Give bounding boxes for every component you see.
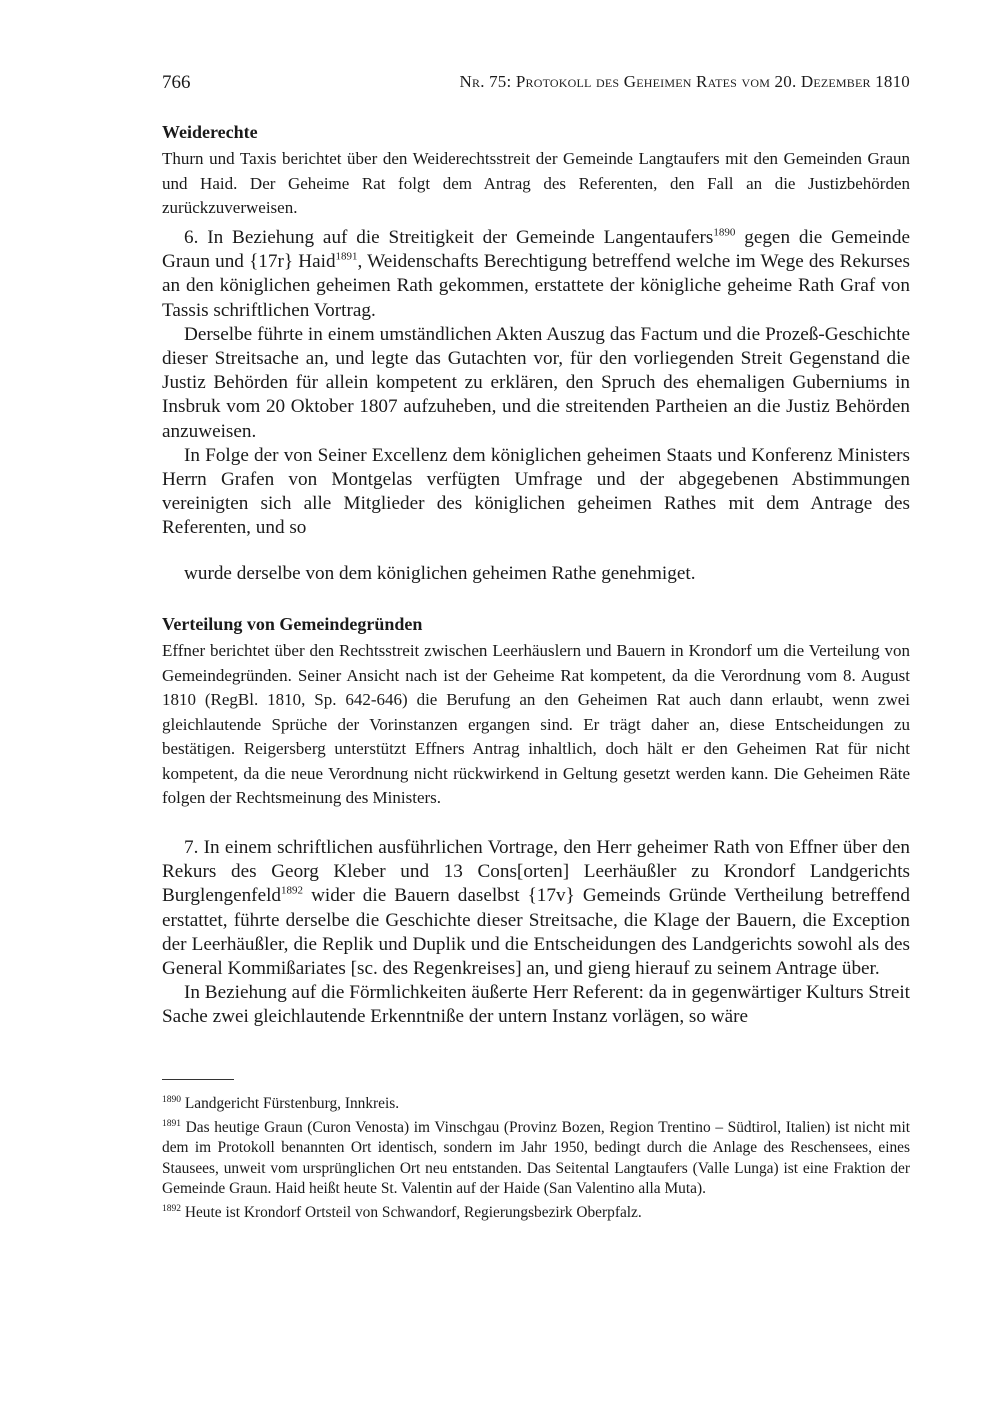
- footnote-ref: 1890: [713, 226, 736, 239]
- text-run: gegen die Gemeinde Graun und {17r} Haid: [162, 227, 910, 273]
- footnote-number: 1892: [162, 1203, 181, 1214]
- paragraph: Derselbe führte in einem umständlichen Akten Auszug das Factum und die Prozeß-Geschichte dieser Streitsache an, und legte das Gutachten vor, für den vorliegenden Streit Gegenstand die Justiz Behörden für allein kompetent zu erklären, den Spruch des ehemaligen Guberniums in Insbruk vom 20 Oktober 1807 aufzuheben, und die streitenden Partheien an die Justiz Behörden anzuweisen.: [162, 323, 910, 442]
- text-run: , Weidenschafts Berechtigung betreffend welche im Wege des Rekurses an den königlichen geheimen Rath gekommen, erstattete der königliche geheime Rath Graf von Tassis schriftlichen Vortrag.: [162, 251, 910, 321]
- page-number: 766: [162, 72, 191, 93]
- section-body: [162, 226, 910, 541]
- footnote: [162, 1094, 910, 1114]
- footnote-text: Landgericht Fürstenburg, Innkreis.: [181, 1095, 400, 1112]
- section-summary: Effner berichtet über den Rechtsstreit zwischen Leerhäuslern und Bauern in Krondorf um die Verteilung von Gemeindegründen. Seiner Ansicht nach ist der Geheime Rat kompetent, da die Verordnung vom 8. August 1810 (RegBl. 1810, Sp. 642-646) die Berufung an den Geheimen Rat auch dann erlaubt, wenn zwei gleichlautende Sprüche der Vorinstanzen ergangen sind. Er trägt daher an, diese Entscheidungen zu bestätigen. Reigersberg unterstützt Effners Antrag inhaltlich, doch hält er den Geheimen Rat für nicht kompetent, da die neue Verordnung nicht rückwirkend in Geltung gesetzt werden kann. Die Geheimen Räte folgen der Rechtsmeinung des Ministers.: [162, 641, 910, 807]
- footnotes: [162, 1094, 910, 1227]
- footnote-text: Das heutige Graun (Curon Venosta) im Vinschgau (Provinz Bozen, Region Trentino – Südtirol, Italien) ist nicht mit dem im Protokoll benannten Ort identisch, sondern im Jahr 1950, bedingt durch die Anlage des Reschensees, eines Stausees, unweit vom ursprünglichen Ort neu entstanden. Das Seitental Langtaufers (Valle Lunga) ist eine Fraktion der Gemeinde Graun. Haid heißt heute St. Valentin auf der Haide (San Valentino alla Muta).: [162, 1119, 910, 1197]
- page-header: [162, 72, 910, 100]
- section-heading: Weiderechte: [162, 122, 258, 142]
- footnote-ref: 1891: [335, 250, 358, 263]
- resolution-line: wurde derselbe von dem königlichen geheimen Rathe genehmiget.: [184, 563, 696, 584]
- resolution-block: [162, 562, 910, 586]
- paragraph: In Beziehung auf die Förmlichkeiten äußerte Herr Referent: da in gegenwärtiger Kulturs Streit Sache zwei gleichlautende Erkenntniße der untern Instanz vorlägen, so wäre: [162, 982, 910, 1028]
- text-run: 7. In einem schriftlichen ausführlichen Vortrage, den Herr geheimer Rath von Effner über den Rekurs des Georg Kleber und 13 Cons[orten] Leerhäußler zu Krondorf Landgerichts Burglengenfeld: [162, 837, 910, 907]
- paragraph: [162, 836, 910, 981]
- section-heading: Verteilung von Gemeindegründen: [162, 614, 423, 634]
- footnote-number: 1891: [162, 1119, 181, 1130]
- section-summary: Thurn und Taxis berichtet über den Weiderechtsstreit der Gemeinde Langtaufers mit den Gemeinden Graun und Haid. Der Geheime Rat folgt dem Antrag des Referenten, den Fall an die Justizbehörden zurückzuverweisen.: [162, 149, 910, 217]
- footnote-ref: 1892: [281, 885, 304, 898]
- running-head: Nr. 75: Protokoll des Geheimen Rates vom 20. Dezember 1810: [459, 72, 910, 91]
- footnote: [162, 1203, 910, 1223]
- paragraph: [162, 226, 910, 323]
- text-run: wider die Bauern daselbst {17v} Gemeinds Gründe Vertheilung betreffend erstattet, führte derselbe die Geschichte dieser Streitsache, die Klage der Bauern, die Exception der Leerhäußler, die Replik und Duplik und die Entscheidungen des Landgerichts sowohl als des General Kommißariates [sc. des Regenkreises] an, und gieng hierauf zu seinem Antrage über.: [162, 885, 910, 980]
- footnote: [162, 1118, 910, 1199]
- paragraph: In Folge der von Seiner Excellenz dem königlichen geheimen Staats und Konferenz Ministers Herrn Grafen von Montgelas verfügten Umfrage und der abgegebenen Abstimmungen vereinigten sich alle Mitglieder des königlichen geheimen Rathes mit dem Antrage des Referenten, und so: [162, 444, 910, 539]
- section-body: [162, 836, 910, 1030]
- footnote-text: Heute ist Krondorf Ortsteil von Schwandorf, Regierungsbezirk Oberpfalz.: [181, 1204, 642, 1222]
- footnote-number: 1890: [162, 1094, 181, 1105]
- text-run: 6. In Beziehung auf die Streitigkeit der Gemeinde Langentaufers: [184, 227, 714, 248]
- section-gemeindegruende: [162, 614, 910, 811]
- section-weiderechte: [162, 122, 910, 221]
- footnote-divider: [162, 1079, 234, 1080]
